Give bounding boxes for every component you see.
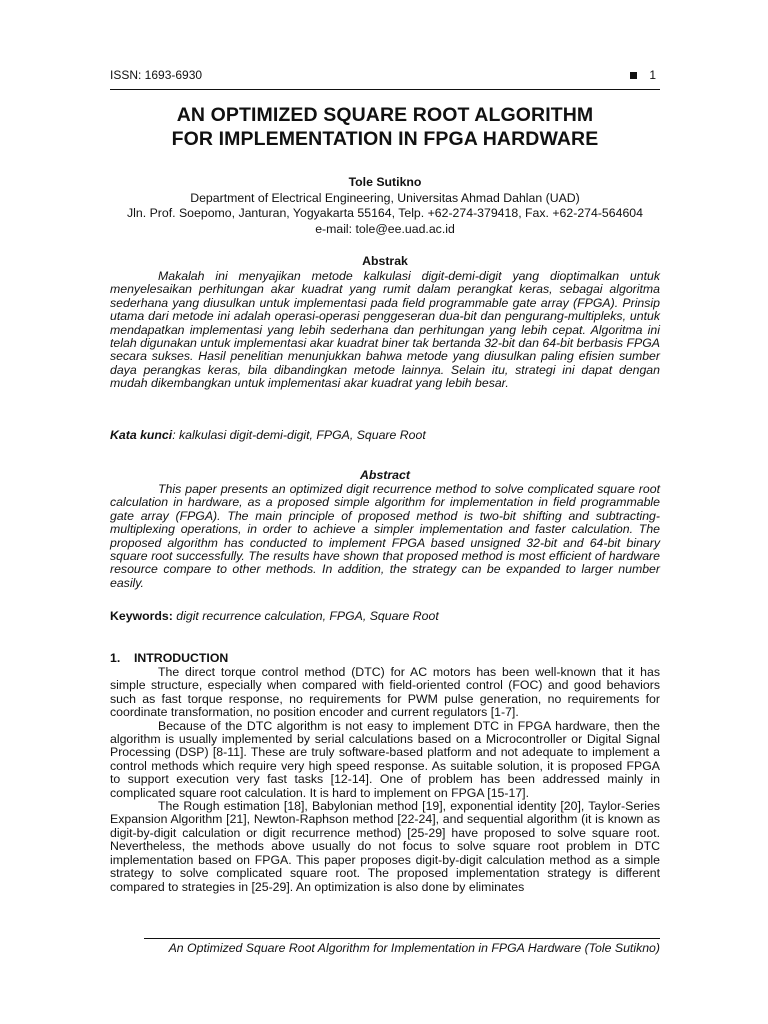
- header-rule: [110, 89, 660, 90]
- keywords: [110, 609, 660, 623]
- author-block: [100, 175, 670, 237]
- author-address: Jln. Prof. Soepomo, Janturan, Yogyakarta 55164, Telp. +62-274-379418, Fax. +62-274-564604: [127, 206, 643, 220]
- abstract-text: [110, 483, 660, 590]
- abstrak-heading: Abstrak: [362, 254, 408, 268]
- abstract-paragraph: This paper presents an optimized digit recurrence method to solve complicated square root calculation in hardware, as a proposed simple algorithm for implementation in field programmable gate array (FPGA). The main principle of proposed method is two-bit shifting and subtracting-multiplexing operations, in order to achieve a simpler implementation and faster calculation. The proposed algorithm has conducted to implement FPGA based unsigned 32-bit and 64-bit binary square root successfully. The results have shown that proposed method is most efficient of hardware resource compare to other methods. In addition, the strategy can be expanded to larger number easily.: [110, 482, 660, 590]
- abstrak-text: [110, 270, 660, 391]
- issn-label: ISSN: 1693-6930: [110, 68, 203, 82]
- paper-title: [110, 103, 660, 151]
- author-name: Tole Sutikno: [348, 175, 422, 189]
- intro-paragraph-3: The Rough estimation [18], Babylonian method [19], exponential identity [20], Taylor-Series Expansion Algorithm [21], Newton-Raphson method [22-24], and sequential algorithm (it is known as digit-by-digit calculation or digit recurrence method) [25-29] have proposed to solve square root. Nevertheless, the methods above usually do not focus to solve square root problem in DTC implementation based on FPGA. This paper proposes digit-by-digit calculation method as a simple strategy to solve complicated square root. The proposed implementation strategy is different compared to strategies in [25-29]. An optimization is also done by eliminates: [110, 799, 660, 894]
- section-title: INTRODUCTION: [134, 651, 229, 665]
- keywords-label: Keywords:: [110, 609, 173, 623]
- abstract-heading: Abstract: [360, 468, 410, 482]
- section-number: 1.: [110, 651, 121, 665]
- abstrak-paragraph: Makalah ini menyajikan metode kalkulasi digit-demi-digit yang dioptimalkan untuk menyelesaikan perhitungan akar kuadrat yang rumit dalam perangkat keras, sebagai algoritma sederhana yang diusulkan untuk implementasi pada field programmable gate array (FPGA). Prinsip utama dari metode ini adalah operasi-operasi penggeseran dua-bit dan pengurang-multipleks, untuk mendapatkan implementasi yang lebih sederhana dan perhitungan yang lebih cepat. Algoritma ini telah digunakan untuk implementasi akar kuadrat biner tak bertanda 32-bit dan 64-bit berbasis FPGA secara sukses. Hasil penelitian menunjukkan bahwa metode yang diusulkan paling efisien sumber daya perangkas keras, bila dibandingkan metode lainnya. Selain itu, strategi ini dapat dengan mudah dikembangkan untuk implementasi akar kuadrat yang lebih besar.: [110, 269, 660, 391]
- page-number: 1: [649, 68, 656, 82]
- kata-kunci-value: : kalkulasi digit-demi-digit, FPGA, Square Root: [172, 428, 426, 442]
- header-right: [630, 68, 660, 82]
- running-footer: An Optimized Square Root Algorithm for Implementation in FPGA Hardware (Tole Sutikno): [168, 941, 660, 955]
- intro-paragraph-1: The direct torque control method (DTC) for AC motors has been well-known that it has simple structure, especially when compared with field-oriented control (FOC) and good behaviors such as fast torque response, no requirements for PWM pulse generation, no requirements for coordinate transformation, no position encoder and current regulators [1-7].: [110, 665, 660, 720]
- keywords-value: digit recurrence calculation, FPGA, Square Root: [172, 609, 439, 623]
- kata-kunci-label: Kata kunci: [110, 428, 173, 442]
- title-line-1: AN OPTIMIZED SQUARE ROOT ALGORITHM: [176, 104, 594, 126]
- intro-paragraph-2: Because of the DTC algorithm is not easy to implement DTC in FPGA hardware, then the algorithm is usually implemented by serial calculations based on a Microcontroller or Digital Signal Processing (DSP) [8-11]. These are truly software-based platform and not adequate to implement a control methods which require very high speed response. As suitable solution, it is proposed FPGA to support execution very fast tasks [12-14]. One of problem has been addressed mainly in complicated square root calculation. It is hard to implement on FPGA [15-17].: [110, 718, 660, 800]
- paper-page: [110, 0, 660, 1024]
- author-email: e-mail: tole@ee.uad.ac.id: [315, 221, 455, 236]
- title-line-2: FOR IMPLEMENTATION IN FPGA HARDWARE: [171, 128, 599, 150]
- page-header: [110, 68, 660, 82]
- kata-kunci: [110, 428, 660, 442]
- introduction-body: [110, 666, 660, 894]
- introduction-heading: [110, 651, 228, 665]
- footer-rule: [144, 938, 660, 939]
- author-department: Department of Electrical Engineering, Universitas Ahmad Dahlan (UAD): [190, 190, 580, 205]
- square-bullet-icon: [630, 72, 637, 79]
